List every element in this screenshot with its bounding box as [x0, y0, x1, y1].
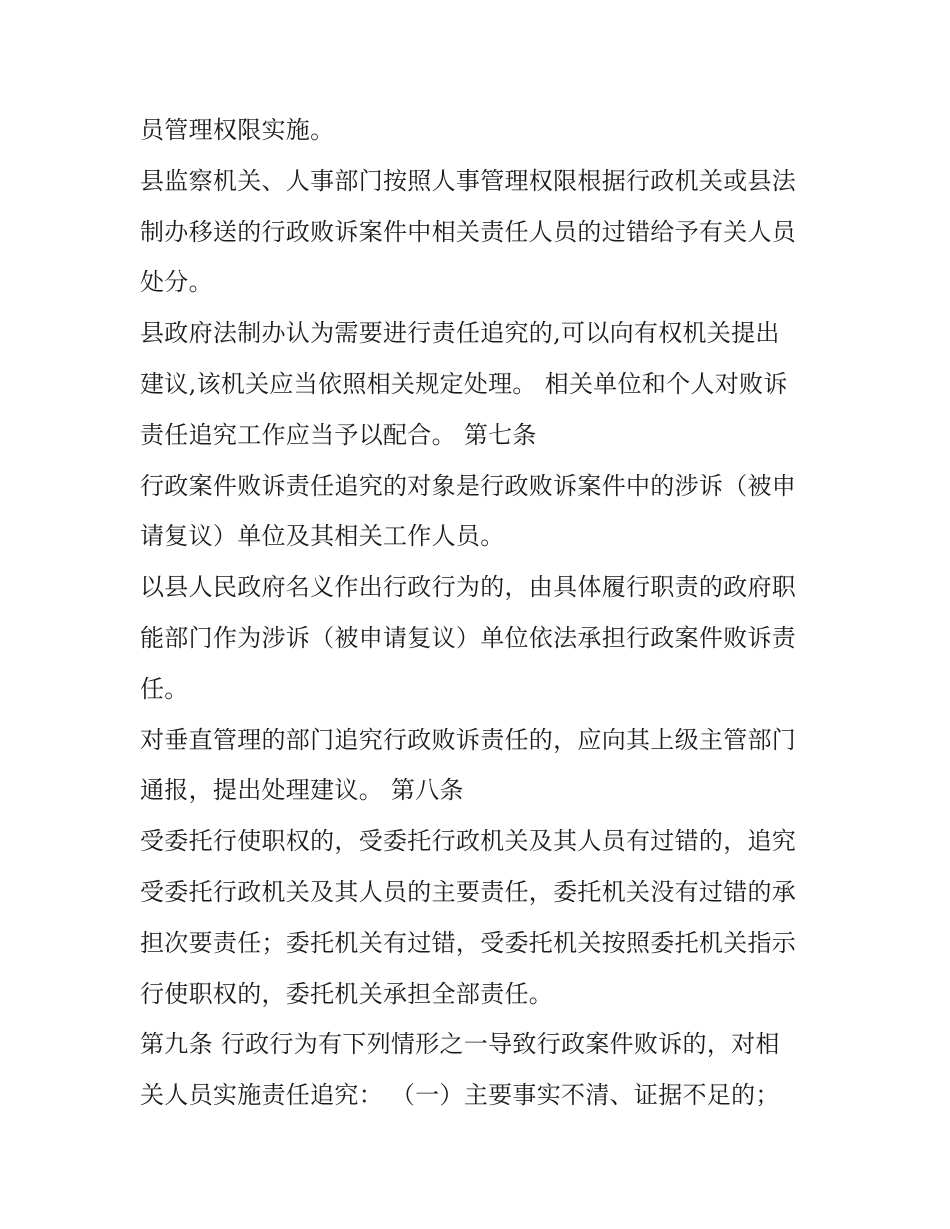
text-line: 行使职权的，委托机关承担全部责任。 — [140, 979, 554, 1008]
text-line: 县政府法制办认为需要进行责任追究的,可以向有权机关提出 — [140, 319, 780, 348]
text-line: 请复议）单位及其相关工作人员。 — [140, 522, 505, 551]
text-line: 以县人民政府名义作出行政行为的，由具体履行职责的政府职 — [140, 573, 797, 602]
text-line: 能部门作为涉诉（被申请复议）单位依法承担行政案件败诉责 — [140, 623, 797, 652]
text-line: 县监察机关、人事部门按照人事管理权限根据行政机关或县法 — [140, 166, 797, 195]
text-line: 责任追究工作应当予以配合。 第七条 — [140, 420, 537, 449]
text-line: 受委托行使职权的，受委托行政机关及其人员有过错的，追究 — [140, 827, 797, 856]
text-line: 制办移送的行政败诉案件中相关责任人员的过错给予有关人员 — [140, 217, 797, 246]
text-line: 处分。 — [140, 268, 213, 297]
text-line: 受委托行政机关及其人员的主要责任，委托机关没有过错的承 — [140, 877, 797, 906]
text-line: 第九条 行政行为有下列情形之一导致行政案件败诉的，对相 — [140, 1030, 780, 1059]
text-line: 任。 — [140, 674, 189, 703]
text-line: 担次要责任；委托机关有过错，受委托机关按照委托机关指示 — [140, 928, 797, 957]
text-line: 建议,该机关应当依照相关规定处理。 相关单位和个人对败诉 — [140, 369, 788, 398]
document-body — [140, 105, 820, 1121]
text-line: 员管理权限实施。 — [140, 116, 335, 144]
text-line: 对垂直管理的部门追究行政败诉责任的，应向其上级主管部门 — [140, 725, 797, 754]
text-line: 行政案件败诉责任追究的对象是行政败诉案件中的涉诉（被申 — [140, 471, 797, 500]
text-line: 通报，提出处理建议。 第八条 — [140, 776, 464, 805]
text-line: 关人员实施责任追究： （一）主要事实不清、证据不足的； — [140, 1081, 780, 1110]
